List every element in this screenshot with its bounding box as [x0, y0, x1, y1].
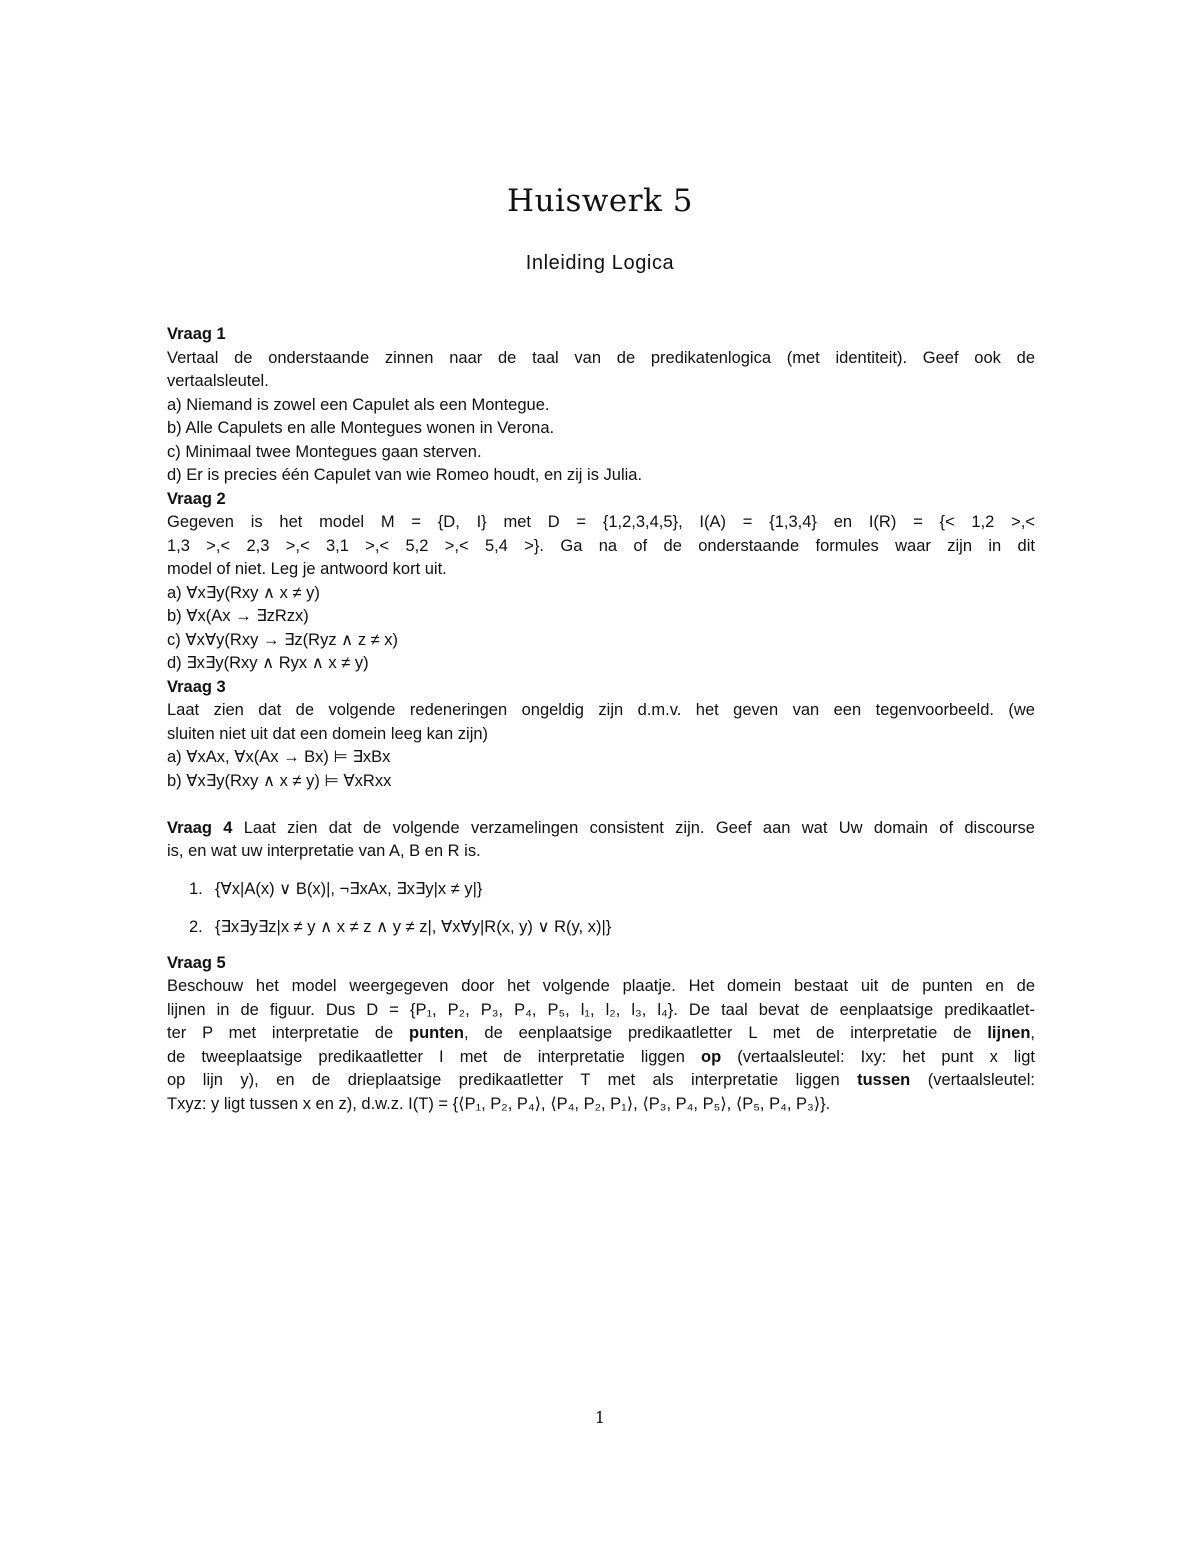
text-fragment: ,	[1030, 1024, 1035, 1042]
text-fragment: , de eenplaatsige predikaatletter L met de interpretatie de	[464, 1024, 988, 1042]
question-4-heading: Vraag 4	[167, 818, 233, 837]
emphasis-lijnen: lijnen	[987, 1024, 1031, 1042]
question-2-heading: Vraag 2	[167, 489, 226, 508]
question-4-intro-line-2: is, en wat uw interpretatie van A, B en R is.	[167, 842, 481, 860]
question-5	[167, 952, 1035, 1117]
question-2-intro-line-1: Gegeven is het model M = {D, I} met D = {1,2,3,4,5}, I(A) = {1,3,4} en I(R) = {< 1,2 >,<	[167, 513, 1035, 531]
question-3-item-a: a) ∀xAx, ∀x(Ax → Bx) ⊨ ∃xBx	[167, 748, 391, 766]
list-item-text: {∀x|A(x) ∨ B(x)|, ¬∃xAx, ∃x∃y|x ≠ y|}	[215, 879, 483, 898]
question-2-intro-line-2: 1,3 >,< 2,3 >,< 3,1 >,< 5,2 >,< 5,4 >}. Ga na of de onderstaande formules waar zijn in dit	[167, 536, 1035, 555]
list-spacer	[167, 864, 1035, 876]
question-5-line-6: Txyz: y ligt tussen x en z), d.w.z. I(T) = {⟨P₁, P₂, P₄⟩, ⟨P₄, P₂, P₁⟩, ⟨P₃, P₄, P₅⟩, ⟨P₅, P₄, P₃⟩}.	[167, 1094, 831, 1113]
question-4-intro-line-1	[167, 817, 1035, 841]
list-item-text: {∃x∃y∃z|x ≠ y ∧ x ≠ z ∧ y ≠ z|, ∀x∀y|R(x, y) ∨ R(y, x)|}	[215, 917, 612, 936]
emphasis-tussen: tussen	[857, 1071, 911, 1089]
section-spacer	[167, 793, 1035, 817]
question-3	[167, 676, 1035, 794]
question-4-intro-text: Laat zien dat de volgende verzamelingen consistent zijn. Geef aan wat Uw domain of discourse	[243, 818, 1035, 837]
question-4	[167, 817, 1035, 940]
question-2-item-a: a) ∀x∃y(Rxy ∧ x ≠ y)	[167, 583, 320, 602]
question-2-item-c: c) ∀x∀y(Rxy → ∃z(Ryz ∧ z ≠ x)	[167, 630, 399, 649]
page-number: 1	[594, 1408, 606, 1427]
text-fragment: (vertaalsleutel: Ixy: het punt x ligt	[721, 1047, 1035, 1066]
question-2-item-b: b) ∀x(Ax → ∃zRzx)	[167, 607, 309, 625]
question-2	[167, 488, 1035, 676]
question-1-item-b: b) Alle Capulets en alle Montegues wonen in Verona.	[167, 419, 555, 437]
question-4-item-1	[167, 876, 1035, 902]
list-item-number: 2.	[189, 917, 203, 936]
document-subtitle: Inleiding Logica	[525, 252, 675, 274]
emphasis-punten: punten	[409, 1024, 465, 1042]
text-fragment: ter P met interpretatie de	[167, 1024, 410, 1042]
question-5-line-1: Beschouw het model weergegeven door het volgende plaatje. Het domein bestaat uit de punten en de	[167, 977, 1035, 995]
question-1	[167, 323, 1035, 488]
document-title: Huiswerk 5	[507, 183, 693, 219]
question-2-intro-line-3: model of niet. Leg je antwoord kort uit.	[167, 560, 447, 578]
question-1-intro-line-1: Vertaal de onderstaande zinnen naar de taal van de predikatenlogica (met identiteit). Geef ook de	[167, 348, 1035, 367]
question-5-line-5	[167, 1069, 1035, 1093]
question-5-line-4	[167, 1046, 1035, 1070]
question-3-item-b: b) ∀x∃y(Rxy ∧ x ≠ y) ⊨ ∀xRxx	[167, 771, 392, 790]
question-1-item-a: a) Niemand is zowel een Capulet als een Montegue.	[167, 395, 550, 414]
question-4-item-2	[167, 914, 1035, 940]
text-fragment: op lijn y), en de drieplaatsige predikaatletter T met als interpretatie liggen	[167, 1071, 858, 1089]
question-2-item-d: d) ∃x∃y(Rxy ∧ Ryx ∧ x ≠ y)	[167, 654, 369, 672]
question-3-heading: Vraag 3	[167, 677, 226, 696]
list-item-number: 1.	[189, 879, 203, 898]
list-spacer	[167, 902, 1035, 914]
section-spacer	[167, 940, 1035, 952]
text-fragment: de tweeplaatsige predikaatletter I met de interpretatie liggen	[167, 1047, 702, 1066]
question-1-intro-line-2: vertaalsleutel.	[167, 372, 269, 390]
question-5-line-2: lijnen in de figuur. Dus D = {P₁, P₂, P₃, P₄, P₅, l₁, l₂, l₃, l₄}. De taal bevat de eenplaatsige predikaatlet-	[167, 1000, 1035, 1019]
text-fragment: (vertaalsleutel:	[910, 1071, 1035, 1089]
question-3-intro-line-1: Laat zien dat de volgende redeneringen ongeldig zijn d.m.v. het geven van een tegenvoorbeeld. (we	[167, 701, 1035, 719]
question-1-heading: Vraag 1	[167, 325, 226, 343]
question-3-intro-line-2: sluiten niet uit dat een domein leeg kan zijn)	[167, 724, 489, 743]
emphasis-op: op	[701, 1047, 722, 1066]
document-body	[167, 323, 1035, 1116]
question-5-heading: Vraag 5	[167, 953, 226, 972]
question-1-item-c: c) Minimaal twee Montegues gaan sterven.	[167, 442, 482, 461]
question-5-line-3	[167, 1022, 1035, 1046]
question-1-item-d: d) Er is precies één Capulet van wie Romeo houdt, en zij is Julia.	[167, 466, 643, 484]
